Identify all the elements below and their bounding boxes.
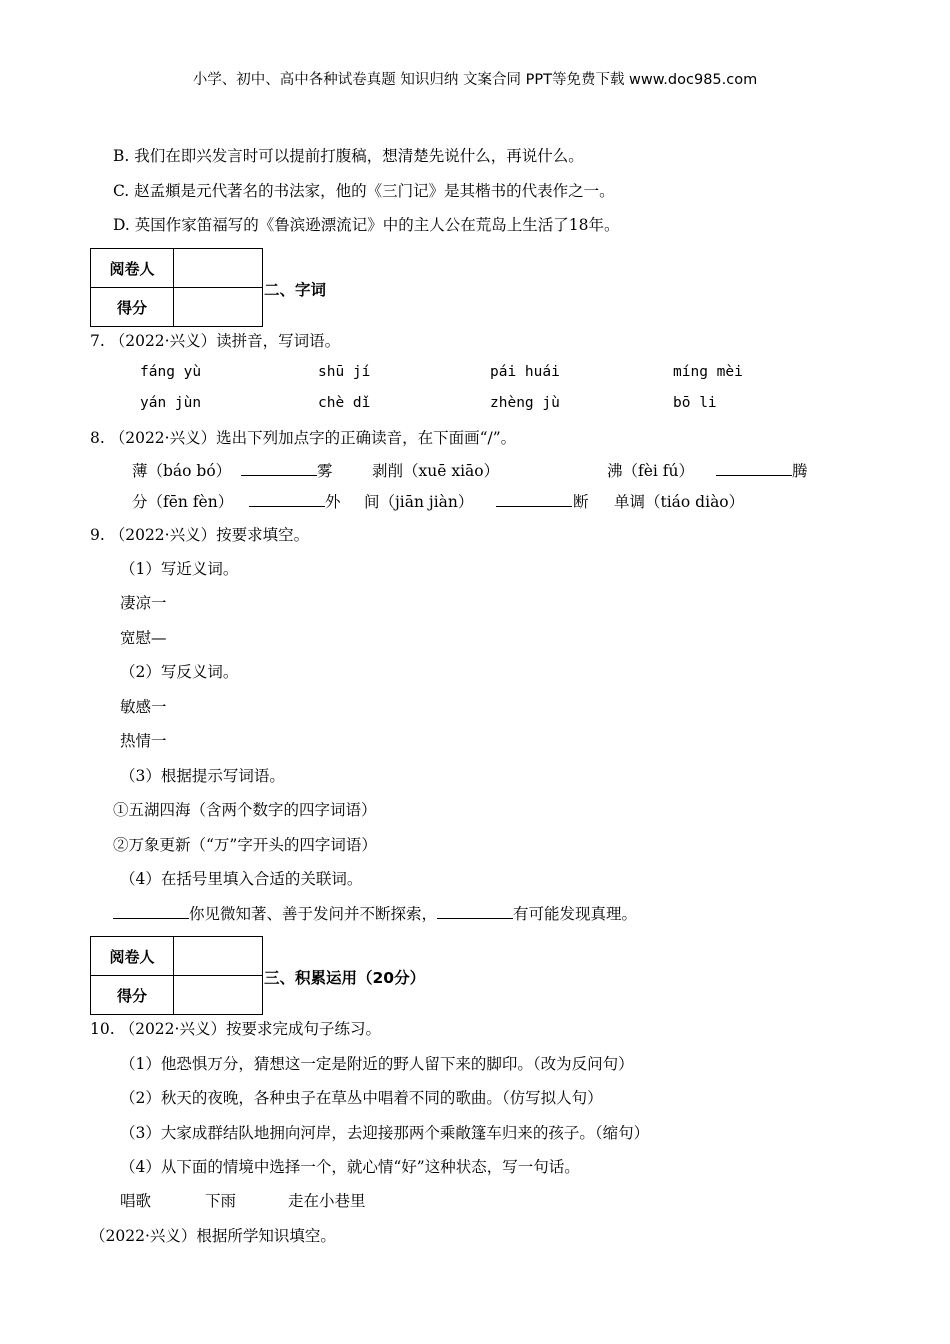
option-c: C. 赵孟頫是元代著名的书法家，他的《三门记》是其楷书的代表作之一。 <box>113 182 615 200</box>
question-stem: 10. （2022·兴义）按要求完成句子练习。 <box>90 1020 381 1038</box>
reviewer-cell[interactable] <box>174 249 263 288</box>
question-stem: 8. （2022·兴义）选出下列加点字的正确读音，在下面画“/”。 <box>90 429 517 447</box>
pinyin-item: pái huái <box>490 364 560 380</box>
reading-item: 薄（báo bó） <box>132 462 232 480</box>
pinyin-item: chè dǐ <box>318 395 371 411</box>
score-label: 得分 <box>91 976 174 1015</box>
pinyin-item: yán jùn <box>140 395 202 411</box>
sub-question: （1）他恐惧万分，猜想这一定是附近的野人留下来的脚印。（改为反问句） <box>120 1055 634 1073</box>
choice-item: 下雨 <box>205 1192 237 1210</box>
sub-question: （3）根据提示写词语。 <box>120 767 285 785</box>
fill-part: 有可能发现真理。 <box>513 905 638 923</box>
section-title: 三、积累运用（20分） <box>264 969 426 987</box>
reading-item: 分（fēn fèn） <box>132 493 234 511</box>
question-stem: （2022·兴义）根据所学知识填空。 <box>90 1227 336 1245</box>
score-box <box>90 248 263 327</box>
reviewer-label: 阅卷人 <box>91 249 174 288</box>
answer-blank[interactable] <box>249 491 325 511</box>
pinyin-item: míng mèi <box>673 364 743 380</box>
reviewer-label: 阅卷人 <box>91 937 174 976</box>
score-box <box>90 936 263 1015</box>
reading-item: 剥削（xuē xiāo） <box>372 462 500 480</box>
choice-item: 唱歌 <box>120 1192 152 1210</box>
word-prompt: ②万象更新（“万”字开头的四字词语） <box>113 836 377 854</box>
question-stem: 7. （2022·兴义）读拼音，写词语。 <box>90 332 341 350</box>
option-b: B. 我们在即兴发言时可以提前打腹稿，想清楚先说什么，再说什么。 <box>113 147 584 165</box>
fill-part: 你见微知著、善于发问并不断探索， <box>189 905 438 923</box>
pinyin-item: fáng yù <box>140 364 202 380</box>
question-stem: 9. （2022·兴义）按要求填空。 <box>90 526 310 544</box>
answer-blank[interactable] <box>716 460 792 480</box>
word-prompt: 敏感一 <box>120 698 167 716</box>
sub-question: （2）写反义词。 <box>120 663 239 681</box>
word-prompt: 热情一 <box>120 732 167 750</box>
option-d: D. 英国作家笛福写的《鲁滨逊漂流记》中的主人公在荒岛上生活了18年。 <box>113 216 620 234</box>
score-cell[interactable] <box>174 288 263 327</box>
sub-question: （4）从下面的情境中选择一个，就心情“好”这种状态，写一句话。 <box>120 1158 580 1176</box>
sub-question: （1）写近义词。 <box>120 560 239 578</box>
answer-blank[interactable] <box>496 491 572 511</box>
answer-blank[interactable] <box>113 903 189 919</box>
word-prompt: ①五湖四海（含两个数字的四字词语） <box>113 801 377 819</box>
section-title: 二、字词 <box>264 281 327 299</box>
reading-char: 雾 <box>317 462 333 480</box>
reading-char: 腾 <box>792 462 808 480</box>
choice-item: 走在小巷里 <box>288 1192 366 1210</box>
reading-item: 间（jiān jiàn） <box>364 493 474 511</box>
answer-blank[interactable] <box>241 460 317 480</box>
score-label: 得分 <box>91 288 174 327</box>
word-prompt: 凄凉一 <box>120 594 167 612</box>
pinyin-item: shū jí <box>318 364 371 380</box>
score-cell[interactable] <box>174 976 263 1015</box>
page-header: 小学、初中、高中各种试卷真题 知识归纳 文案合同 PPT等免费下载 www.doc985.com <box>192 72 758 88</box>
sub-question: （4）在括号里填入合适的关联词。 <box>120 870 363 888</box>
reading-item: 沸（fèi fú） <box>607 462 695 480</box>
fill-sentence <box>113 903 637 925</box>
pinyin-item: bō li <box>673 395 717 411</box>
reviewer-cell[interactable] <box>174 937 263 976</box>
reading-item: 单调（tiáo diào） <box>614 493 745 511</box>
reading-char: 断 <box>573 493 589 511</box>
reading-char: 外 <box>325 493 341 511</box>
pinyin-item: zhèng jù <box>490 395 560 411</box>
sub-question: （2）秋天的夜晚，各种虫子在草丛中唱着不同的歌曲。（仿写拟人句） <box>120 1089 603 1107</box>
answer-blank[interactable] <box>437 903 513 919</box>
sub-question: （3）大家成群结队地拥向河岸，去迎接那两个乘敞篷车归来的孩子。（缩句） <box>120 1124 650 1142</box>
word-prompt: 宽慰— <box>120 629 167 647</box>
